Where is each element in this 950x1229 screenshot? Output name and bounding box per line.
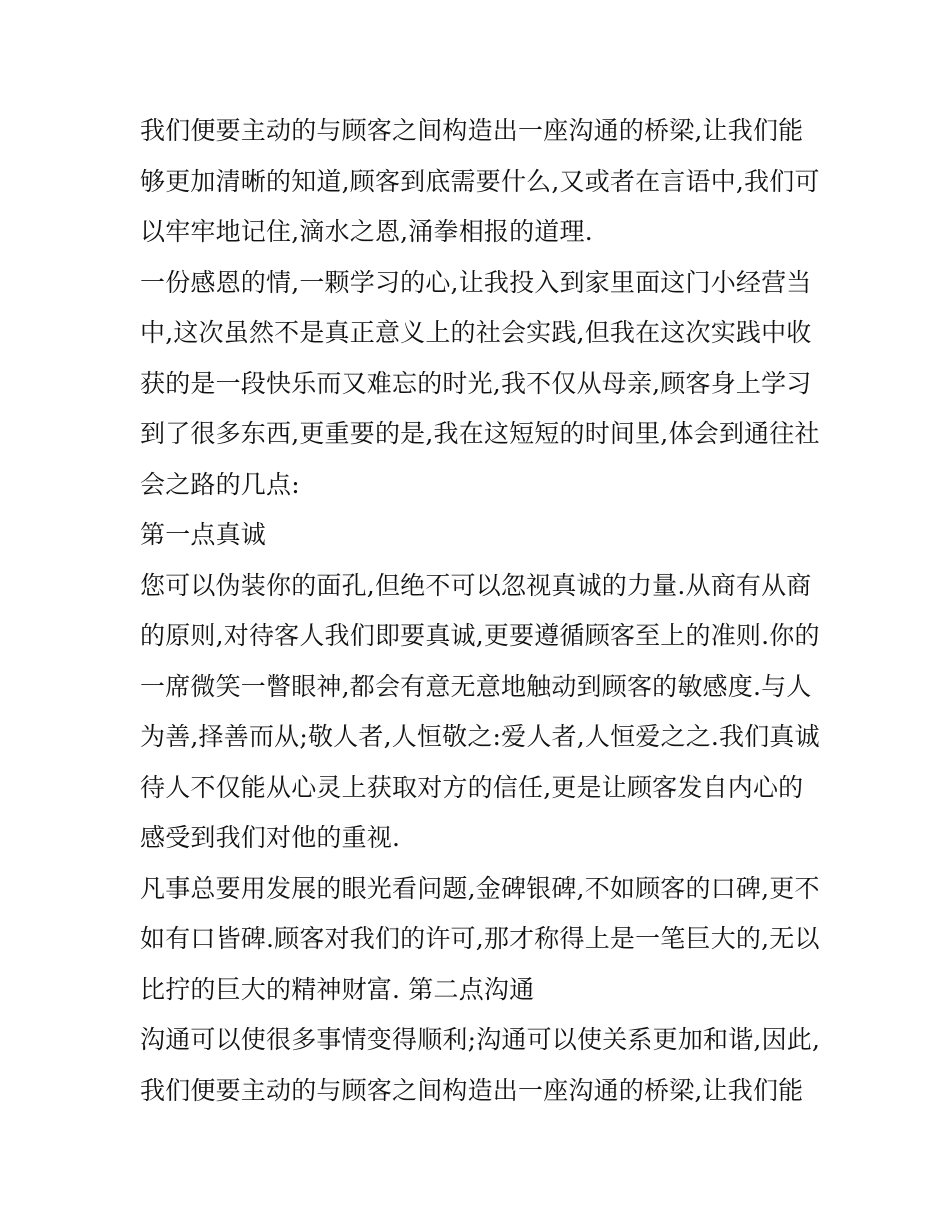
text-line-14: 待人不仅能从心灵上获取对方的信任,更是让顾客发自内心的 <box>140 772 804 802</box>
text-line-20: 我们便要主动的与顾客之间构造出一座沟通的桥梁,让我们能 <box>140 1075 804 1105</box>
text-line-5: 中,这次虽然不是真正意义上的社会实践,但我在这次实践中收 <box>140 318 812 347</box>
document-body <box>140 106 820 1116</box>
text-line-6: 获的是一段快乐而又难忘的时光,我不仅从母亲,顾客身上学习 <box>140 368 812 398</box>
text-line-16: 凡事总要用发展的眼光看问题,金碑银碑,不如顾客的口碑,更不 <box>140 873 820 903</box>
text-line-11: 的原则,对待客人我们即要真诚,更要遵循顾客至上的准则.你的 <box>140 621 820 650</box>
text-line-3: 以牢牢地记住,滴水之恩,涌拳相报的道理. <box>140 217 593 246</box>
text-line-17: 如有口皆碑.顾客对我们的许可,那才称得上是一笔巨大的,无以 <box>140 924 820 953</box>
text-line-4: 一份感恩的情,一颗学习的心,让我投入到家里面这门小经营当 <box>140 267 812 297</box>
text-line-19: 沟通可以使很多事情变得顺利;沟通可以使关系更加和谐,因此, <box>140 1025 821 1054</box>
text-line-15: 感受到我们对他的重视. <box>140 823 401 852</box>
section-heading-sincerity: 第一点真诚 <box>140 520 267 549</box>
text-line-18: 比拧的巨大的精神财富. 第二点沟通 <box>140 974 535 1004</box>
text-line-7: 到了很多东西,更重要的是,我在这短短的时间里,体会到通往社 <box>140 419 820 448</box>
text-line-13: 为善,择善而从;敬人者,人恒敬之:爱人者,人恒爱之之.我们真诚 <box>140 722 820 751</box>
text-line-10: 您可以伪装你的面孔,但绝不可以忽视真诚的力量.从商有从商 <box>140 570 812 600</box>
text-line-12: 一席微笑一瞥眼神,都会有意无意地触动到顾客的敏感度.与人 <box>140 671 812 701</box>
text-line-2: 够更加清晰的知道,顾客到底需要什么,又或者在言语中,我们可 <box>140 166 820 196</box>
text-line-8: 会之路的几点: <box>140 469 300 499</box>
text-line-1: 我们便要主动的与顾客之间构造出一座沟通的桥梁,让我们能 <box>140 116 804 145</box>
